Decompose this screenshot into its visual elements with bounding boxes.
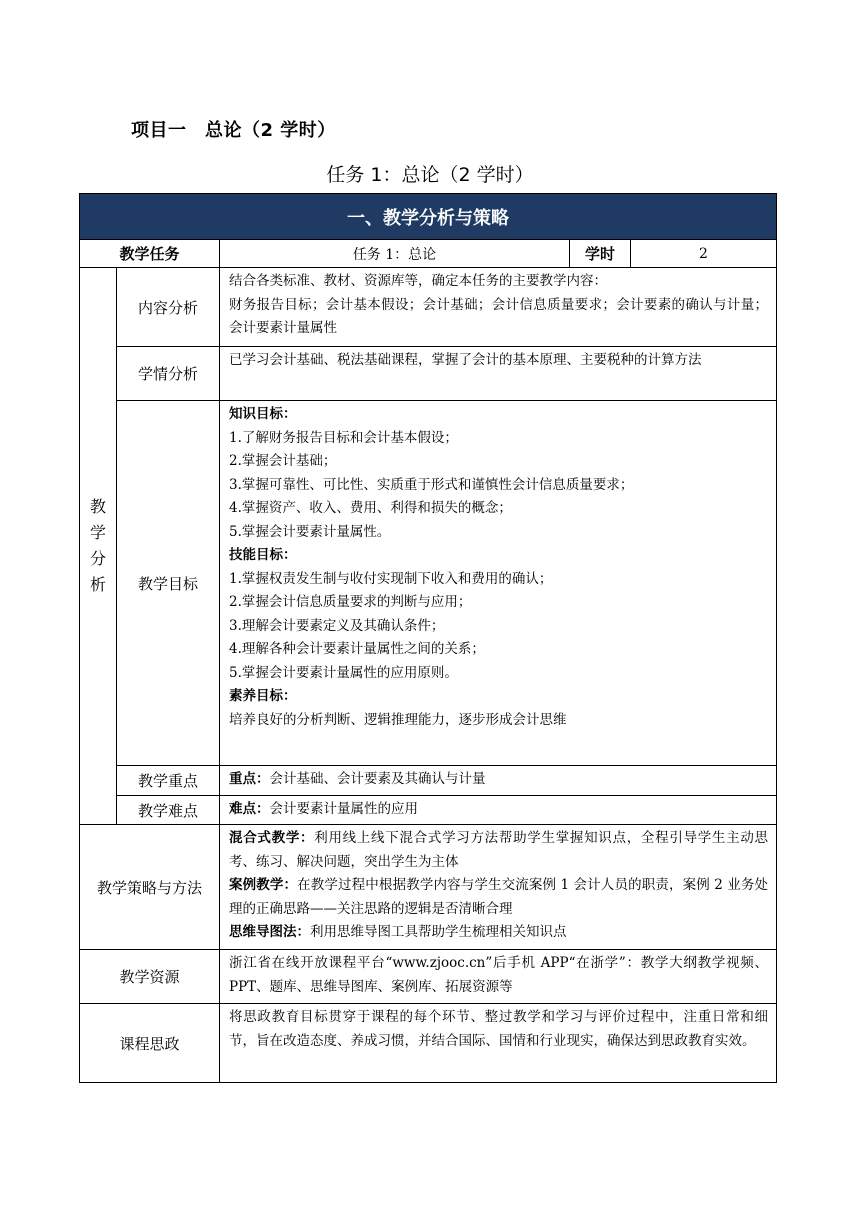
skill-item: 5.掌握会计要素计量属性的应用原则。 bbox=[229, 664, 458, 681]
ideology-row bbox=[80, 1004, 777, 1083]
skill-item: 3.理解会计要素定义及其确认条件； bbox=[229, 617, 445, 634]
vertical-char: 学 bbox=[89, 523, 106, 542]
task-value: 任务 1：总论 bbox=[220, 240, 570, 268]
learner-analysis-label: 学情分析 bbox=[117, 347, 220, 401]
strategy-item: 利用思维导图工具帮助学生梳理相关知识点 bbox=[310, 924, 567, 940]
strategy-item: 在教学过程中根据教学内容与学生交流案例 1 会计人员的职责，案例 2 业务处理的正确思路——关注思路的逻辑是否清晰合理 bbox=[229, 877, 769, 917]
difficult-points-label: 教学难点 bbox=[117, 796, 220, 825]
resources-text: 浙江省在线开放课程平台“www.zjooc.cn”后手机 APP“在浙学”：教学大纲教学视频、PPT、题库、思维导图库、案例库、拓展资源等 bbox=[220, 950, 777, 1004]
literacy-title: 素养目标： bbox=[229, 688, 297, 704]
difficult-points-value: 会计要素计量属性的应用 bbox=[269, 801, 418, 817]
strategy-prefix: 案例教学： bbox=[229, 877, 298, 893]
ideology-label: 课程思政 bbox=[80, 1004, 220, 1083]
difficult-points-row bbox=[80, 796, 777, 825]
key-points-text bbox=[220, 766, 777, 796]
key-points-label: 教学重点 bbox=[117, 766, 220, 796]
band-row bbox=[80, 194, 777, 240]
learner-analysis-row bbox=[80, 347, 777, 401]
knowledge-item: 5.掌握会计要素计量属性。 bbox=[229, 523, 391, 540]
hours-value: 2 bbox=[631, 240, 777, 268]
strategy-label: 教学策略与方法 bbox=[80, 825, 220, 950]
skill-item: 2.掌握会计信息质量要求的判断与应用； bbox=[229, 594, 472, 610]
key-points-prefix: 重点： bbox=[229, 771, 270, 787]
content-analysis-line: 结合各类标准、教材、资源库等，确定本任务的主要教学内容： bbox=[229, 273, 607, 289]
knowledge-title: 知识目标： bbox=[229, 406, 297, 422]
vertical-char: 教 bbox=[89, 497, 106, 516]
content-analysis-row bbox=[80, 268, 777, 347]
literacy-text: 培养良好的分析判断、逻辑推理能力，逐步形成会计思维 bbox=[229, 711, 567, 728]
strategy-row bbox=[80, 825, 777, 950]
analysis-vertical-label bbox=[80, 268, 117, 825]
strategy-item: 利用线上线下混合式学习方法帮助学生掌握知识点，全程引导学生主动思考、练习、解决问题，突出学生为主体 bbox=[229, 830, 769, 870]
ideology-text: 将思政教育目标贯穿于课程的每个环节、整过教学和学习与评价过程中，注重日常和细节，旨在改造态度、养成习惯，并结合国际、国情和行业现实，确保达到思政教育实效。 bbox=[220, 1004, 777, 1083]
learner-analysis-text: 已学习会计基础、税法基础课程，掌握了会计的基本原理、主要税种的计算方法 bbox=[220, 347, 777, 401]
resources-row bbox=[80, 950, 777, 1004]
difficult-points-text bbox=[220, 796, 777, 825]
content-analysis-line: 财务报告目标；会计基本假设；会计基础；会计信息质量要求；会计要素的确认与计量；会计要素计量属性 bbox=[229, 296, 769, 336]
task-row bbox=[80, 240, 777, 268]
objectives-label: 教学目标 bbox=[117, 401, 220, 766]
project-heading: 项目一 总论（2 学时） bbox=[131, 120, 336, 141]
skill-title: 技能目标： bbox=[229, 547, 297, 563]
knowledge-item: 3.掌握可靠性、可比性、实质重于形式和谨慎性会计信息质量要求； bbox=[229, 476, 634, 493]
resources-label: 教学资源 bbox=[80, 950, 220, 1004]
knowledge-item: 2.掌握会计基础； bbox=[229, 453, 337, 469]
content-analysis-label: 内容分析 bbox=[117, 268, 220, 347]
band-title: 一、教学分析与策略 bbox=[80, 194, 777, 240]
knowledge-item: 4.掌握资产、收入、费用、利得和损失的概念； bbox=[229, 500, 512, 516]
key-points-row bbox=[80, 766, 777, 796]
skill-item: 4.理解各种会计要素计量属性之间的关系； bbox=[229, 641, 485, 657]
knowledge-item: 1.了解财务报告目标和会计基本假设； bbox=[229, 429, 458, 446]
task-subtitle: 任务 1：总论（2 学时） bbox=[326, 164, 534, 186]
task-label: 教学任务 bbox=[80, 240, 220, 268]
objectives-row bbox=[80, 401, 777, 766]
key-points-value: 会计基础、会计要素及其确认与计量 bbox=[269, 771, 486, 787]
difficult-points-prefix: 难点： bbox=[229, 801, 270, 817]
skill-item: 1.掌握权责发生制与收付实现制下收入和费用的确认； bbox=[229, 570, 553, 587]
strategy-prefix: 混合式教学： bbox=[229, 830, 315, 846]
strategy-prefix: 思维导图法： bbox=[229, 924, 310, 940]
hours-label: 学时 bbox=[570, 240, 631, 268]
vertical-char: 析 bbox=[89, 575, 106, 594]
teaching-analysis-table bbox=[79, 193, 777, 1083]
content-analysis-text bbox=[220, 268, 777, 347]
strategy-text bbox=[220, 825, 777, 950]
vertical-char: 分 bbox=[89, 549, 106, 568]
objectives-text bbox=[220, 401, 777, 766]
